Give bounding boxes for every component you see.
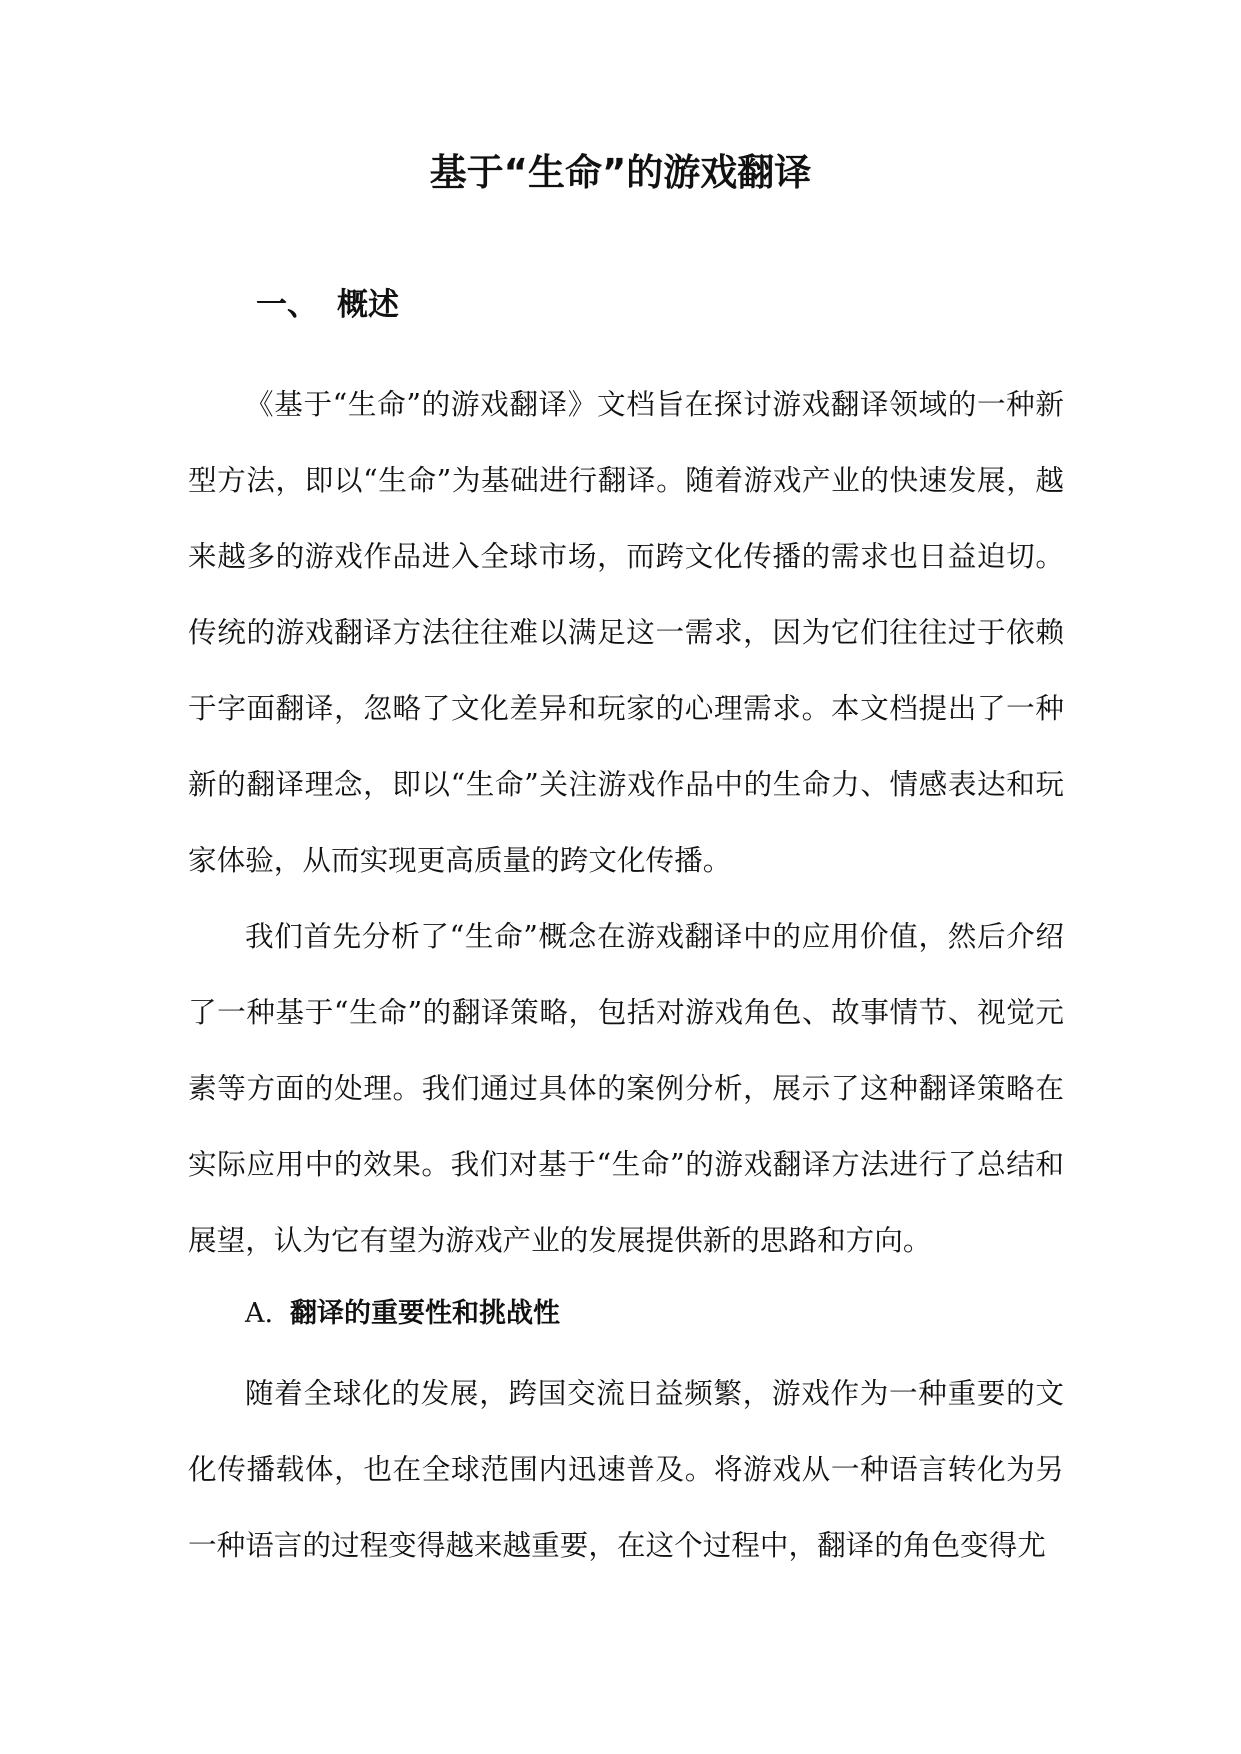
subsection-title: 翻译的重要性和挑战性 [290, 1298, 560, 1329]
section-number: 一、 [256, 287, 318, 323]
body-paragraph: 《基于“生命”的游戏翻译》文档旨在探讨游戏翻译领域的一种新型方法，即以“生命”为基础进行翻译。随着游戏产业的快速发展，越来越多的游戏作品进入全球市场，而跨文化传播的需求也日益迫切。传统的游戏翻译方法往往难以满足这一需求，因为它们往往过于依赖于字面翻译，忽略了文化差异和玩家的心理需求。本文档提出了一种新的翻译理念，即以“生命”关注游戏作品中的生命力、情感表达和玩家体验，从而实现更高质量的跨文化传播。 [188, 387, 1064, 877]
section-title: 概述 [337, 287, 399, 323]
subsection-number: A. [245, 1298, 274, 1329]
section-heading [256, 283, 399, 327]
document-title: 基于“生命”的游戏翻译 [429, 151, 812, 194]
body-paragraph: 我们首先分析了“生命”概念在游戏翻译中的应用价值，然后介绍了一种基于“生命”的翻译策略，包括对游戏角色、故事情节、视觉元素等方面的处理。我们通过具体的案例分析，展示了这种翻译策略在实际应用中的效果。我们对基于“生命”的游戏翻译方法进行了总结和展望，认为它有望为游戏产业的发展提供新的思路和方向。 [188, 919, 1064, 1257]
body-paragraph: 随着全球化的发展，跨国交流日益频繁，游戏作为一种重要的文化传播载体，也在全球范围内迅速普及。将游戏从一种语言转化为另一种语言的过程变得越来越重要，在这个过程中，翻译的角色变得尤 [188, 1376, 1064, 1562]
subsection-heading [245, 1294, 560, 1334]
